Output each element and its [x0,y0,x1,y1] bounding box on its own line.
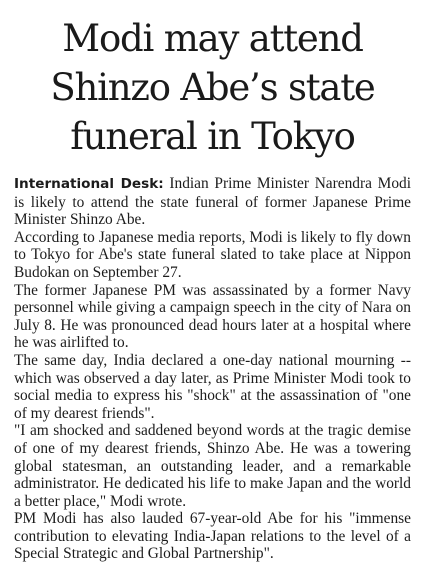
headline [14,14,411,161]
paragraph-3: The former Japanese PM was assassinated by a former Navy personnel while giving a campaign speech in the city of Nara on July 8. He was pronounced dead hours later at a hospital where he was airlifted to. [14,281,411,352]
paragraph-1-text: Indian Prime Minister Narendra Modi is likely to attend the state funeral of former Japanese Prime Minister Shinzo Abe. [14,175,411,229]
paragraph-6: PM Modi has also lauded 67-year-old Abe for his "immense contribution to elevating India-Japan relations to the level of a Special Strategic and Global Partnership". [14,510,411,563]
paragraph-2: According to Japanese media reports, Modi is likely to fly down to Tokyo for Abe's state funeral slated to take place at Nippon Budokan on September 27. [14,228,411,281]
paragraph-4: The same day, India declared a one-day national mourning -- which was observed a day later, as Prime Minister Modi took to social media to express his "shock" at the assassination of "one of my dearest friends". [14,351,411,422]
paragraph-1 [14,175,411,229]
desk-label: International Desk: [14,176,164,192]
paragraph-5: "I am shocked and saddened beyond words at the tragic demise of one of my dearest friends, Shinzo Abe. He was a towering global statesman, an outstanding leader, and a remarkable administrator. He dedicated his life to make Japan and the world a better place," Modi wrote. [14,422,411,510]
article-body [14,175,411,563]
headline-line-2: Shinzo Abe’s state [50,66,375,109]
headline-line-3: funeral in Tokyo [70,115,355,158]
headline-line-1: Modi may attend [62,17,363,60]
